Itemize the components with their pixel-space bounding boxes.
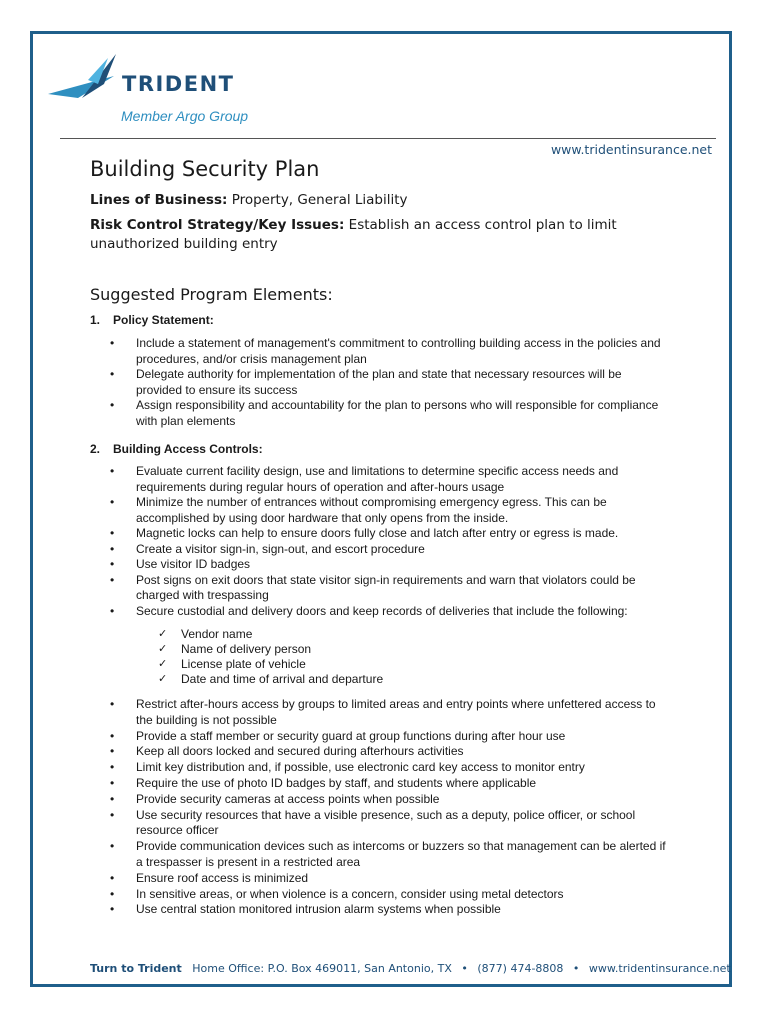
list-item: • Evaluate current facility design, use and limitations to determine specific access needs and requirements during regular hours of operation and after-hours usage — [110, 464, 670, 495]
risk-control-strategy — [90, 216, 670, 254]
footer-lead: Turn to Trident — [90, 962, 182, 975]
risk-value: Establish an access control plan to limit unauthorized building entry — [90, 217, 617, 252]
document-title: Building Security Plan — [90, 157, 320, 181]
lines-value: Property, General Liability — [231, 192, 408, 208]
section-policy-statement — [90, 313, 214, 327]
footer-office: Home Office: P.O. Box 469011, San Antonio, TX — [192, 962, 452, 975]
list-item: • Provide communication devices such as intercoms or buzzers so that management can be alerted if a trespasser is present in a restricted area — [110, 839, 670, 871]
list-item: • Create a visitor sign-in, sign-out, and escort procedure — [110, 542, 670, 558]
footer-separator: • — [461, 962, 468, 975]
list-item: • Provide security cameras at access points when possible — [110, 792, 670, 808]
brand-tagline: Member Argo Group — [121, 108, 249, 124]
list-item: • Restrict after-hours access by groups to limited areas and entry points where unfettered access to the building is not possible — [110, 697, 670, 729]
list-item: • Post signs on exit doors that state visitor sign-in requirements and warn that violators could be charged with trespassing — [110, 573, 670, 604]
list-item: • In sensitive areas, or when violence is a concern, consider using metal detectors — [110, 887, 670, 903]
list-item: • Magnetic locks can help to ensure doors fully close and latch after entry or egress is made. — [110, 526, 670, 542]
brand-name: TRIDENT — [122, 72, 235, 96]
footer-phone: (877) 474-8808 — [477, 962, 564, 975]
list-item: • Include a statement of management's commitment to controlling building access in the policies and procedures, and/or crisis management plan — [110, 336, 670, 367]
list-item: • Use central station monitored intrusion alarm systems when possible — [110, 902, 670, 918]
list-item: • Use visitor ID badges — [110, 557, 670, 573]
website-link[interactable]: www.tridentinsurance.net — [550, 142, 712, 157]
lines-of-business — [90, 191, 670, 210]
page-footer — [90, 962, 731, 975]
list-item: • Delegate authority for implementation of the plan and state that necessary resources will be provided to ensure its success — [110, 367, 670, 398]
check-item: ✓ Name of delivery person — [158, 642, 383, 657]
list-item: • Keep all doors locked and secured during afterhours activities — [110, 744, 670, 760]
section-title: Policy Statement: — [113, 313, 214, 327]
risk-label: Risk Control Strategy/Key Issues: — [90, 217, 345, 233]
footer-website-link[interactable]: www.tridentinsurance.net — [588, 962, 731, 975]
footer-separator: • — [572, 962, 580, 975]
check-item: ✓ Date and time of arrival and departure — [158, 672, 383, 687]
delivery-record-checklist — [158, 627, 383, 687]
trident-logo-icon — [48, 54, 120, 104]
list-item: • Secure custodial and delivery doors and keep records of deliveries that include the following: — [110, 604, 670, 620]
trident-logo — [48, 54, 268, 134]
list-item: • Provide a staff member or security guard at group functions during after hour use — [110, 729, 670, 745]
list-item: • Assign responsibility and accountability for the plan to persons who will responsible for compliance with plan elements — [110, 398, 670, 429]
check-item: ✓ License plate of vehicle — [158, 657, 383, 672]
header-divider — [60, 138, 716, 139]
section-building-access — [90, 442, 263, 456]
list-item: • Minimize the number of entrances without compromising emergency egress. This can be accomplished by using door hardware that only opens from the inside. — [110, 495, 670, 526]
section-title: Building Access Controls: — [113, 442, 263, 456]
policy-list — [110, 336, 670, 429]
access-list-a — [110, 464, 670, 619]
list-item: • Limit key distribution and, if possible, use electronic card key access to monitor entry — [110, 760, 670, 776]
list-item: • Ensure roof access is minimized — [110, 871, 670, 887]
list-item: • Require the use of photo ID badges by staff, and students where applicable — [110, 776, 670, 792]
section-number: 2. — [90, 442, 101, 456]
lines-label: Lines of Business: — [90, 192, 228, 208]
section-number: 1. — [90, 313, 101, 327]
list-item: • Use security resources that have a visible presence, such as a deputy, police officer, or school resource officer — [110, 808, 670, 840]
program-elements-heading: Suggested Program Elements: — [90, 285, 333, 304]
access-list-b — [110, 697, 670, 918]
check-item: ✓ Vendor name — [158, 627, 383, 642]
